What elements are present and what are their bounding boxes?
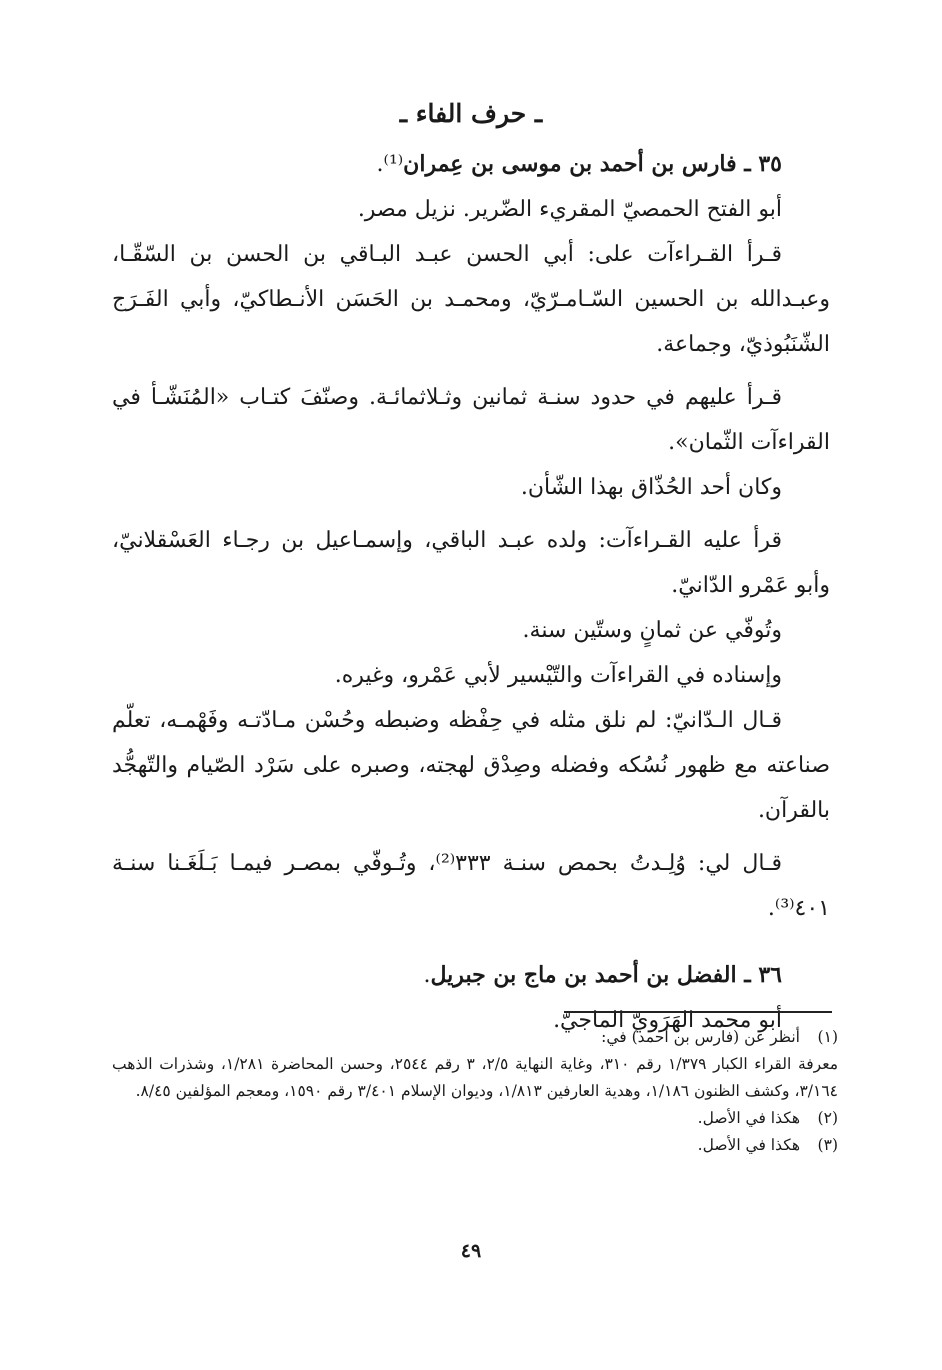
- entry-35-death-age: وتُوفّي عن ثمانٍ وستّين سنة.: [522, 618, 782, 643]
- footnote-1-sources: معرفة القراء الكبار ١/٣٧٩ رقم ٣١٠، وغاية النهاية ٢/٥، ٣ رقم ٢٥٤٤، وحسن المحاضرة ١/٢٨١، وشذرات الذهب ٣/١٦٤، وكشف الظنون ١/١٨٦، وهدية العارفين ١/٨١٣، وديوان الإسلام ٣/٤٠١ رقم ١٥٩٠، ومعجم المؤلفين ٨/٤٥.: [112, 1055, 839, 1100]
- footnote-1: [112, 1024, 838, 1051]
- footnote-1-number: (١): [817, 1028, 838, 1046]
- chapter-title: ـ حرف الفاء ـ: [399, 99, 543, 128]
- footnote-3: [112, 1132, 838, 1159]
- entry-35-heading: [112, 142, 830, 187]
- footnote-2-text: هكذا في الأصل.: [697, 1109, 800, 1127]
- footnote-separator: [564, 1011, 832, 1013]
- footnote-2: [112, 1105, 838, 1132]
- footnote-ref-1: ⁽¹⁾.: [376, 152, 404, 177]
- footnotes: [112, 1024, 838, 1159]
- entry-35-students: قرأ عليه القـراءآت: ولده عبـد الباقي، وإسمـاعيل بن رجـاء العَسْقلانيّ، وأبو عَمْرو الدّانيّ.: [112, 528, 830, 598]
- footnote-2-number: (٢): [817, 1109, 838, 1127]
- entry-35-title: ٣٥ ـ فارس بن أحمد بن موسى بن عِمران: [403, 151, 782, 177]
- page-number: ٤٩: [460, 1240, 482, 1262]
- entry-35-dates: قـال لي: وُلِـدتُ بحمص سنـة ٣٣٣⁽²⁾، وتُـوفّي بمصـر فيمـا بَـلَغَـنا سنـة ٤٠١⁽³⁾.: [112, 851, 830, 921]
- entry-35-teachers: قـرأ القـراءآت على: أبي الحسن عبـد البـاقي بن الحسن بن السّقّـا، وعبـدالله بن الحسين السّـامـرّيّ، ومحمـد بن الحَسَن الأنـطاكيّ، وأبي الفَـرَج الشّنَبُوذيّ، وجماعة.: [112, 242, 830, 357]
- entry-35-isnad: وإسناده في القراءآت والتّيْسير لأبي عَمْرو، وغيره.: [334, 663, 782, 688]
- footnote-3-text: هكذا في الأصل.: [697, 1136, 800, 1154]
- entry-36-heading-end: .: [423, 963, 431, 988]
- entry-36-heading: [112, 953, 830, 998]
- entry-35-works: قـرأ عليهم في حدود سنـة ثمانين وثـلاثمائـة. وصنّفَ كتـاب «المُنَشّـأ في القراءآت الثّمان».: [112, 385, 830, 455]
- entry-36-title: ٣٦ ـ الفضل بن أحمد بن ماج بن جبريل: [430, 962, 782, 988]
- footnote-1-intro: أنظر عن (فارس بن أحمد) في:: [601, 1028, 800, 1046]
- entry-35-status: وكان أحد الحُذّاق بهذا الشّأن.: [520, 475, 782, 500]
- footnote-3-number: (٣): [817, 1136, 838, 1154]
- main-text: [112, 142, 830, 1043]
- entry-35-kunya: أبو الفتح الحمصيّ المقريء الضّرير. نزيل مصر.: [357, 197, 782, 222]
- entry-36-kunya: أبو محمد الهَرَويّ الماجيّ.: [553, 1008, 782, 1033]
- entry-35-dani-quote: قـال الـدّانيّ: لم نلق مثله في حِفْظه وضبطه وحُسْن مـادّتـه وفَهْمـه، تعلّم صناعته مع ظهور نُسُكه وفضله وصِدْق لهجته، وصبره على سَرْد الصّيام والتّهجُّد بالقرآن.: [112, 708, 830, 823]
